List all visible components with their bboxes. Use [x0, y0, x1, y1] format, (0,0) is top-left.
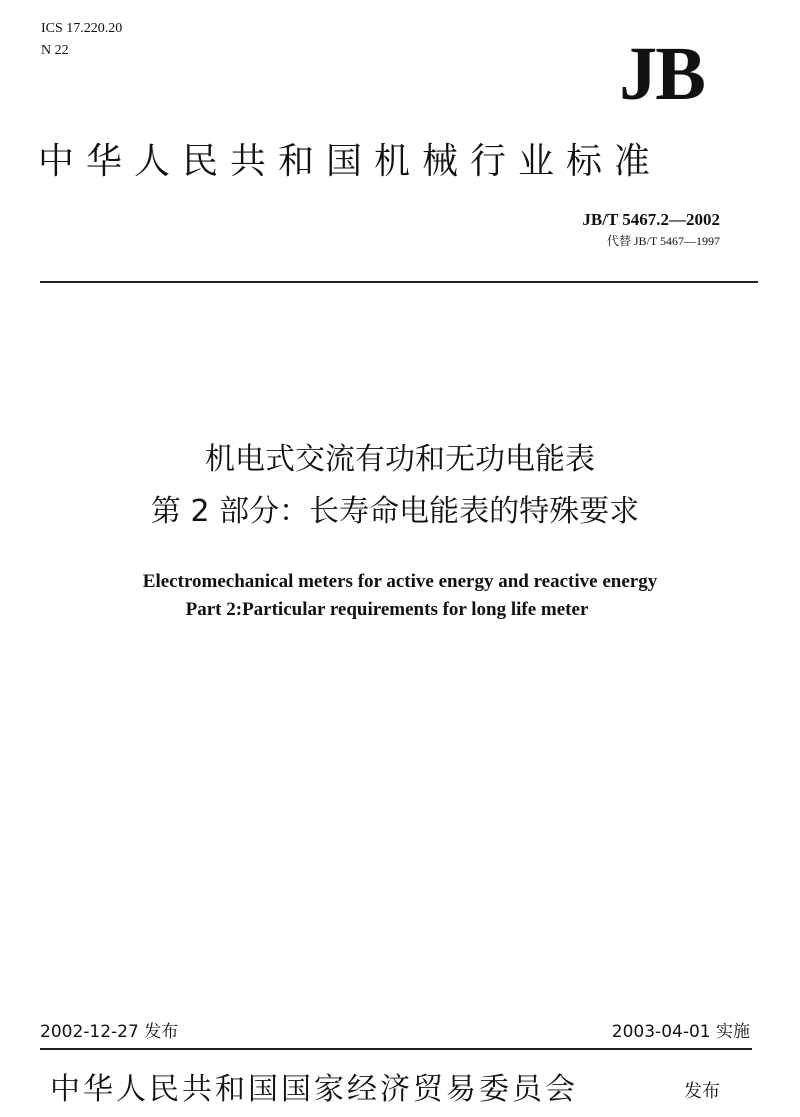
chinese-title-line-1: 机电式交流有功和无功电能表	[205, 442, 595, 477]
standard-number: JB/T 5467.2—2002	[582, 210, 720, 229]
issuing-authority: 中华人民共和国国家经济贸易委员会	[50, 1072, 578, 1107]
footer-divider	[40, 1048, 752, 1050]
implementation-date: 2003-04-01 实施	[611, 1022, 750, 1042]
header-divider	[40, 281, 758, 283]
issuing-authority-suffix: 发布	[684, 1081, 720, 1102]
replaces-standard: 代替 JB/T 5467—1997	[606, 234, 720, 248]
ccs-code: N 22	[41, 43, 69, 58]
english-title-line-2: Part 2:Particular requirements for long life meter	[185, 599, 589, 620]
chinese-title-line-2: 第 2 部分：长寿命电能表的特殊要求	[150, 494, 640, 529]
standard-category-title: 中华人民共和国机械行业标准	[38, 141, 663, 182]
ics-code: ICS 17.220.20	[41, 21, 123, 36]
issue-date: 2002-12-27 发布	[40, 1022, 179, 1042]
english-title-line-1: Electromechanical meters for active energy and reactive energy	[142, 571, 658, 592]
jb-logo: JB	[619, 32, 704, 116]
